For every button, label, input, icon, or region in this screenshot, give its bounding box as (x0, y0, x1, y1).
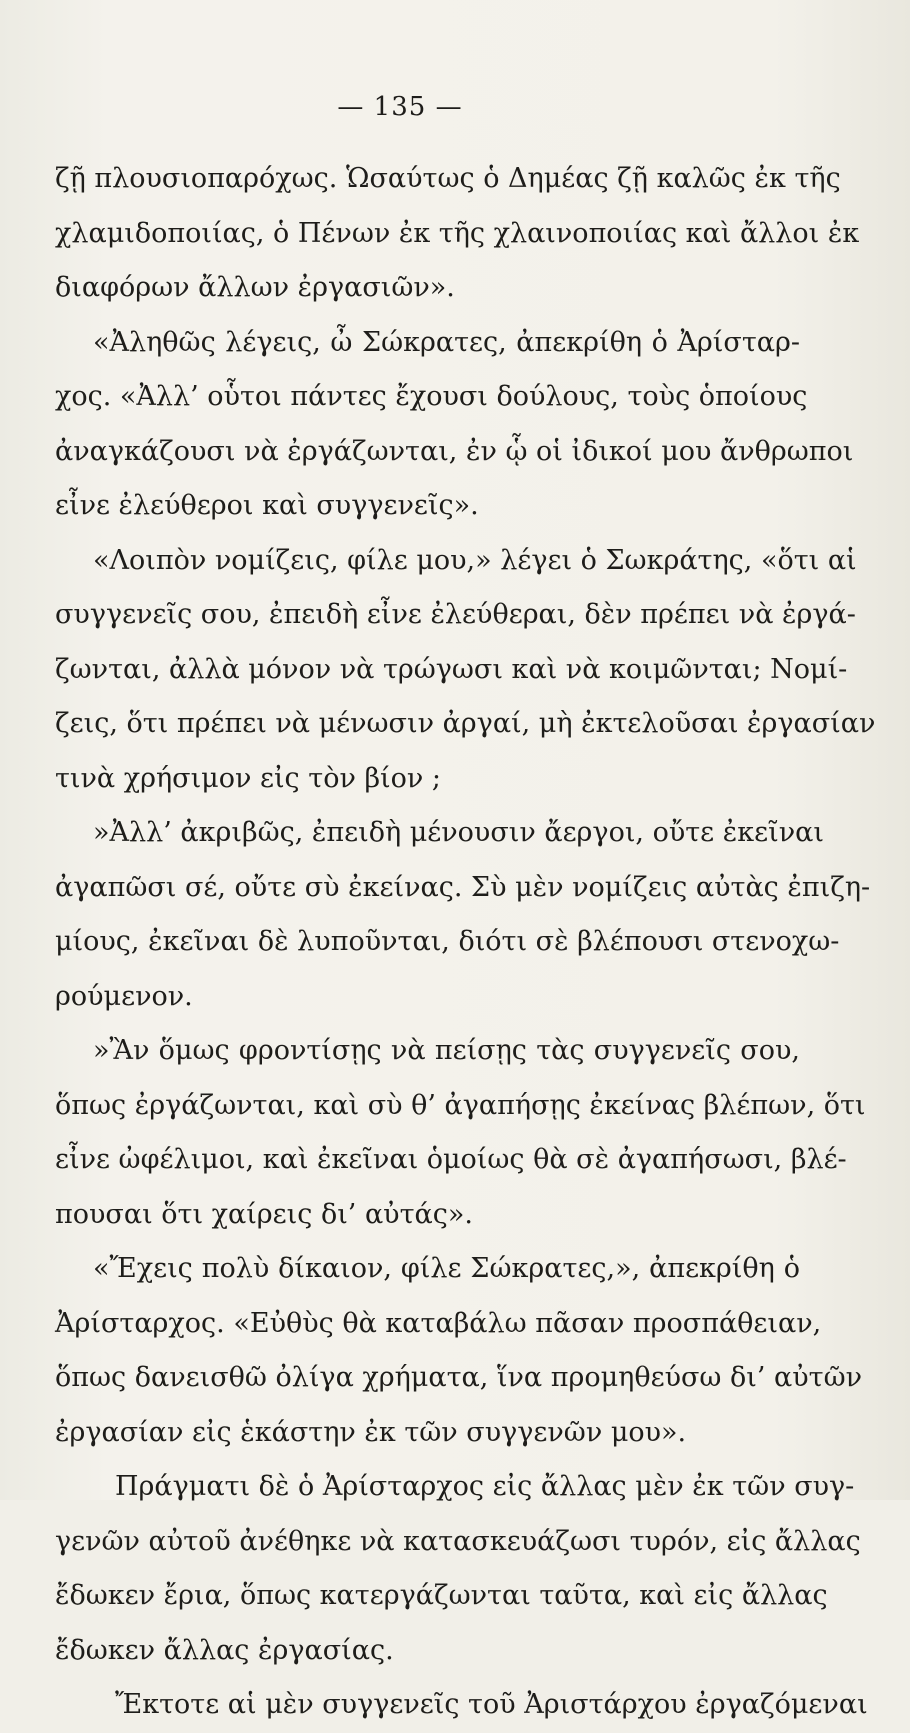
text-line: ὅπως δανεισθῶ ὀλίγα χρήματα, ἵνα προμηθεύσω δι’ αὐτῶν (55, 1362, 863, 1393)
text-line: πουσαι ὅτι χαίρεις δι’ αὐτάς». (55, 1198, 473, 1230)
text-line: ρούμενον. (55, 980, 193, 1012)
text-line: Ἀρίσταρχος. «Εὐθὺς θὰ καταβάλω πᾶσαν προσπάθειαν, (55, 1307, 822, 1339)
text-line: »Ἀλλ’ ἀκριβῶς, ἐπειδὴ μένουσιν ἄεργοι, οὔτε ἐκεῖναι (93, 817, 824, 848)
body-text (55, 152, 876, 1733)
text-line: »Ἂν ὅμως φροντίσῃς νὰ πείσῃς τὰς συγγενεῖς σου, (93, 1035, 800, 1066)
page-number: — 135 — (337, 92, 463, 122)
text-line: «Ἔχεις πολὺ δίκαιον, φίλε Σώκρατες,», ἀπεκρίθη ὁ (93, 1253, 800, 1284)
text-line: ὅπως ἐργάζωνται, καὶ σὺ θ’ ἀγαπήσῃς ἐκείνας βλέπων, ὅτι (55, 1089, 866, 1121)
text-line: ἀγαπῶσι σέ, οὔτε σὺ ἐκείνας. Σὺ μὲν νομίζεις αὐτὰς ἐπιζη- (55, 871, 871, 903)
text-line: ἔδωκεν ἄλλας ἐργασίας. (55, 1634, 394, 1666)
text-line: ἀναγκάζουσι νὰ ἐργάζωνται, ἐν ᾧ οἱ ἰδικοί μου ἄνθρωποι (55, 435, 854, 467)
text-line: εἶνε ἐλεύθεροι καὶ συγγενεῖς». (55, 490, 479, 521)
text-line: συγγενεῖς σου, ἐπειδὴ εἶνε ἐλεύθεραι, δὲν πρέπει νὰ ἐργά- (55, 599, 856, 630)
text-line: χλαμιδοποιίας, ὁ Πένων ἐκ τῆς χλαινοποιίας καὶ ἄλλοι ἐκ (55, 217, 860, 249)
text-line: μίους, ἐκεῖναι δὲ λυποῦνται, διότι σὲ βλέπουσι στενοχω- (55, 926, 840, 957)
text-line: Ἔκτοτε αἱ μὲν συγγενεῖς τοῦ Ἀριστάρχου ἐργαζόμεναι (115, 1689, 868, 1720)
text-line: Πράγματι δὲ ὁ Ἀρίσταρχος εἰς ἄλλας μὲν ἐκ τῶν συγ- (115, 1471, 855, 1502)
text-line: τινὰ χρήσιμον εἰς τὸν βίον ; (55, 762, 441, 794)
text-line: χος. «Ἀλλ’ οὗτοι πάντες ἔχουσι δούλους, τοὺς ὁποίους (55, 381, 808, 412)
text-line: ἔδωκεν ἔρια, ὅπως κατεργάζωνται ταῦτα, καὶ εἰς ἄλλας (55, 1580, 828, 1611)
text-line: ζωνται, ἀλλὰ μόνον νὰ τρώγωσι καὶ νὰ κοιμῶνται; Νομί- (55, 653, 848, 685)
text-line: εἶνε ὠφέλιμοι, καὶ ἐκεῖναι ὁμοίως θὰ σὲ ἀγαπήσωσι, βλέ- (55, 1144, 847, 1175)
text-line: «Ἀληθῶς λέγεις, ὦ Σώκρατες, ἀπεκρίθη ὁ Ἀρίσταρ- (93, 326, 800, 358)
text-line: διαφόρων ἄλλων ἐργασιῶν». (55, 272, 455, 303)
text-line: ζεις, ὅτι πρέπει νὰ μένωσιν ἀργαί, μὴ ἐκτελοῦσαι ἐργασίαν (55, 708, 876, 739)
text-line: «Λοιπὸν νομίζεις, φίλε μου,» λέγει ὁ Σωκράτης, «ὅτι αἱ (93, 544, 857, 576)
text-line: γενῶν αὐτοῦ ἀνέθηκε νὰ κατασκευάζωσι τυρόν, εἰς ἄλλας (55, 1525, 861, 1557)
text-line: ἐργασίαν εἰς ἑκάστην ἐκ τῶν συγγενῶν μου». (55, 1416, 687, 1448)
text-line: ζῇ πλουσιοπαρόχως. Ὡσαύτως ὁ Δημέας ζῇ καλῶς ἐκ τῆς (55, 163, 841, 194)
